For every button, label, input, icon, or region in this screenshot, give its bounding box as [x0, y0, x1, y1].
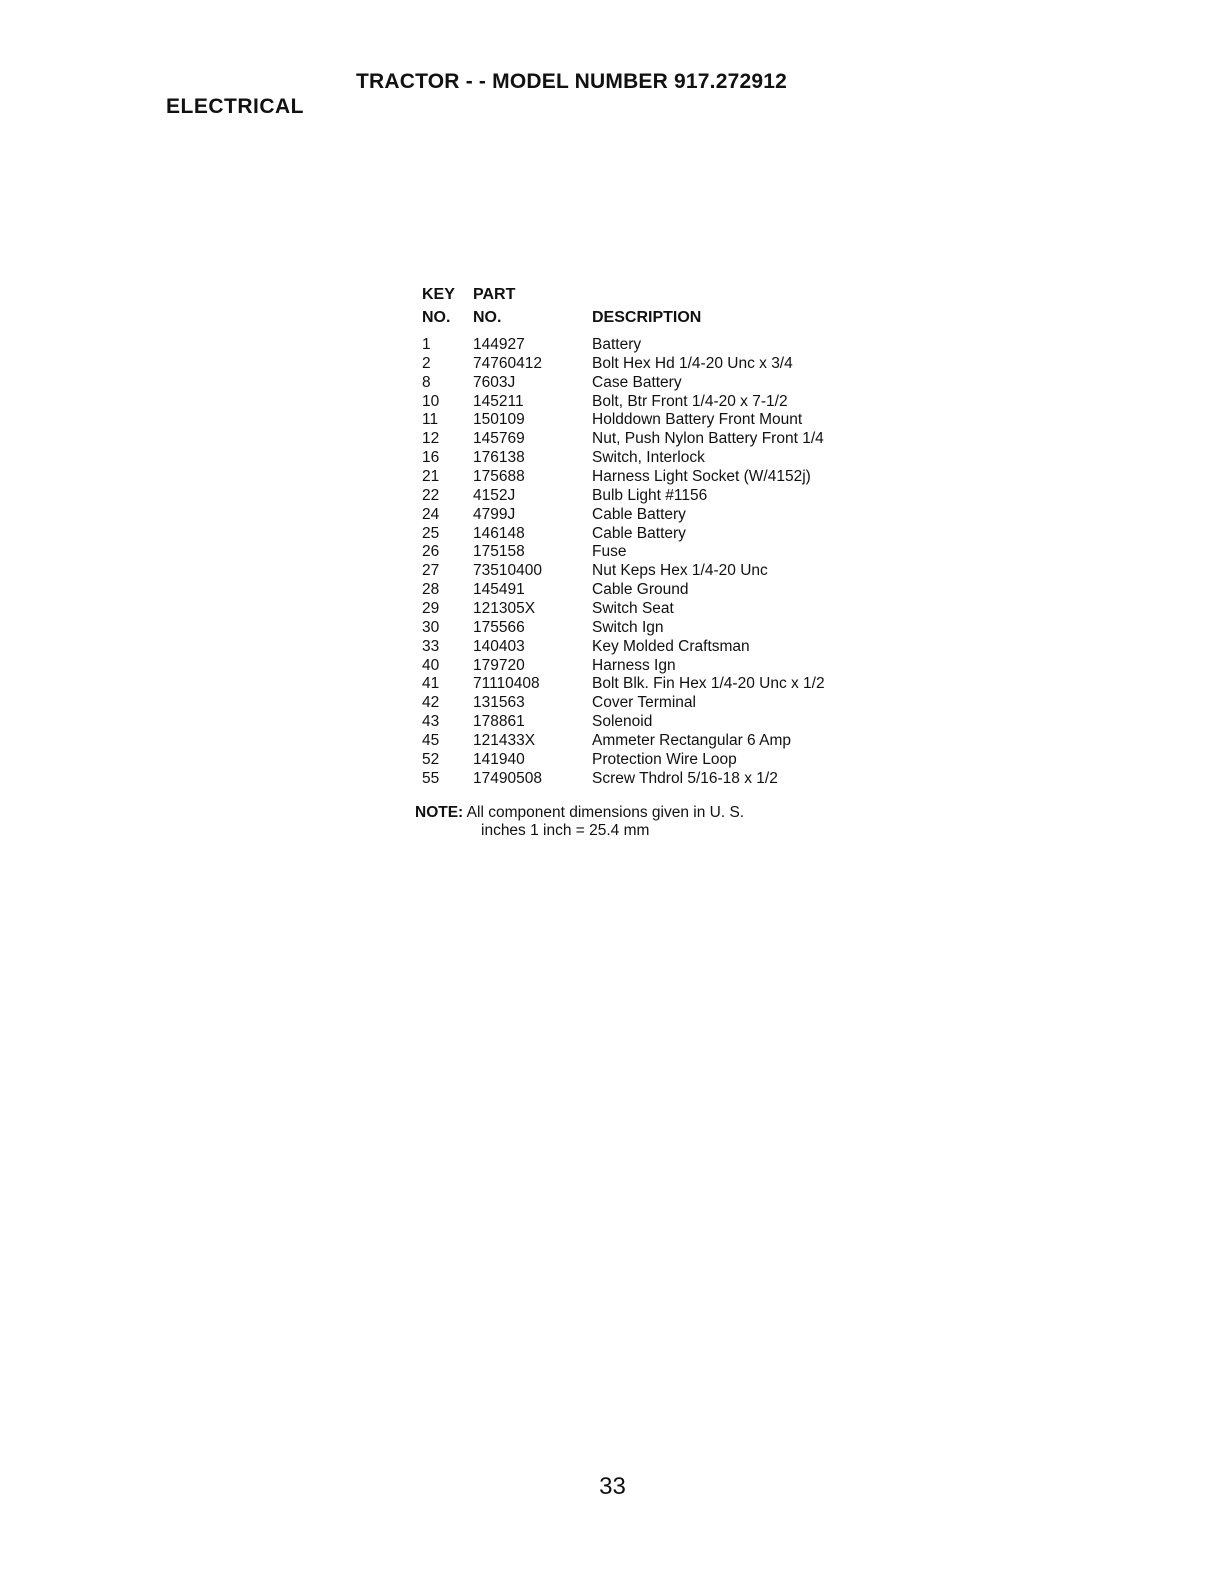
- key-number: 11: [422, 411, 439, 429]
- part-number: 175158: [473, 543, 525, 561]
- part-number: 145769: [473, 430, 525, 448]
- key-number: 29: [422, 600, 440, 618]
- part-number: 141940: [473, 750, 525, 768]
- description-header: DESCRIPTION: [592, 309, 702, 326]
- part-number: 178861: [473, 713, 525, 731]
- key-number: 22: [422, 486, 440, 504]
- part-number: 150109: [473, 411, 525, 429]
- key-number: 52: [422, 750, 440, 768]
- part-description: Cable Ground: [592, 581, 689, 599]
- part-description: Solenoid: [592, 713, 653, 731]
- part-description: Battery: [592, 336, 642, 353]
- key-number: 55: [422, 769, 440, 787]
- key-header-line1: KEY: [422, 286, 455, 303]
- part-description: Key Molded Craftsman: [592, 637, 750, 655]
- section-title: ELECTRICAL: [166, 95, 304, 118]
- part-description: Nut, Push Nylon Battery Front 1/4: [592, 430, 824, 448]
- part-description: Bolt Blk. Fin Hex 1/4-20 Unc x 1/2: [592, 675, 825, 693]
- part-number: 179720: [473, 656, 525, 674]
- part-number: 175688: [473, 468, 525, 486]
- part-description: Protection Wire Loop: [592, 750, 737, 768]
- key-number: 8: [422, 373, 431, 391]
- part-description: Cable Battery: [592, 505, 686, 523]
- key-number: 40: [422, 656, 440, 674]
- key-number: 28: [422, 581, 440, 599]
- page-title: TRACTOR - - MODEL NUMBER 917.272912: [356, 70, 787, 93]
- part-number: 145491: [473, 581, 525, 599]
- part-description: Ammeter Rectangular 6 Amp: [592, 732, 792, 750]
- part-number: 144927: [473, 336, 525, 353]
- part-description: Switch Ign: [592, 618, 664, 636]
- part-description: Nut Keps Hex 1/4-20 Unc: [592, 562, 768, 580]
- part-description: Harness Light Socket (W/4152j): [592, 468, 811, 486]
- part-header-line1: PART: [473, 286, 516, 303]
- part-description: Bolt Hex Hd 1/4-20 Unc x 3/4: [592, 354, 793, 372]
- part-description: Cover Terminal: [592, 694, 696, 712]
- key-number: 16: [422, 449, 440, 467]
- part-description: Screw Thdrol 5/16-18 x 1/2: [592, 769, 778, 787]
- part-description: Bolt, Btr Front 1/4-20 x 7-1/2: [592, 392, 788, 410]
- key-number: 10: [422, 392, 440, 410]
- key-number: 45: [422, 732, 440, 750]
- part-number: 17490508: [473, 769, 542, 787]
- part-number: 4799J: [473, 505, 516, 523]
- part-description: Bulb Light #1156: [592, 486, 708, 504]
- note-line-2: inches 1 inch = 25.4 mm: [481, 822, 650, 839]
- part-description: Case Battery: [592, 373, 682, 391]
- part-number: 73510400: [473, 562, 542, 580]
- key-number: 33: [422, 637, 440, 655]
- key-header-line2: NO.: [422, 309, 451, 326]
- part-number: 176138: [473, 449, 525, 467]
- part-description: Harness Ign: [592, 656, 676, 674]
- part-number: 74760412: [473, 354, 542, 372]
- key-number: 30: [422, 618, 440, 636]
- part-header-line2: NO.: [473, 309, 502, 326]
- part-number: 121433X: [473, 732, 536, 750]
- key-number: 43: [422, 713, 440, 731]
- part-number: 131563: [473, 694, 525, 712]
- part-description: Cable Battery: [592, 524, 686, 542]
- part-description: Holddown Battery Front Mount: [592, 411, 803, 429]
- key-number: 27: [422, 562, 440, 580]
- page-number: 33: [599, 1473, 626, 1500]
- key-number: 42: [422, 694, 440, 712]
- part-number: 175566: [473, 618, 525, 636]
- note: [415, 803, 744, 822]
- key-number: 1: [422, 336, 431, 353]
- part-number: 4152J: [473, 486, 516, 504]
- key-number: 41: [422, 675, 440, 693]
- key-number: 12: [422, 430, 440, 448]
- key-number: 25: [422, 524, 440, 542]
- part-description: Switch, Interlock: [592, 449, 705, 467]
- note-label: NOTE:: [415, 804, 464, 821]
- note-line-1: All component dimensions given in U. S.: [466, 804, 745, 821]
- part-number: 145211: [473, 392, 524, 410]
- key-number: 2: [422, 354, 431, 372]
- key-number: 26: [422, 543, 440, 561]
- key-number: 21: [422, 468, 440, 486]
- part-number: 7603J: [473, 373, 516, 391]
- part-number: 146148: [473, 524, 525, 542]
- key-number: 24: [422, 505, 440, 523]
- part-description: Switch Seat: [592, 600, 674, 618]
- part-number: 140403: [473, 637, 525, 655]
- part-number: 71110408: [473, 675, 540, 693]
- part-description: Fuse: [592, 543, 627, 561]
- part-number: 121305X: [473, 600, 536, 618]
